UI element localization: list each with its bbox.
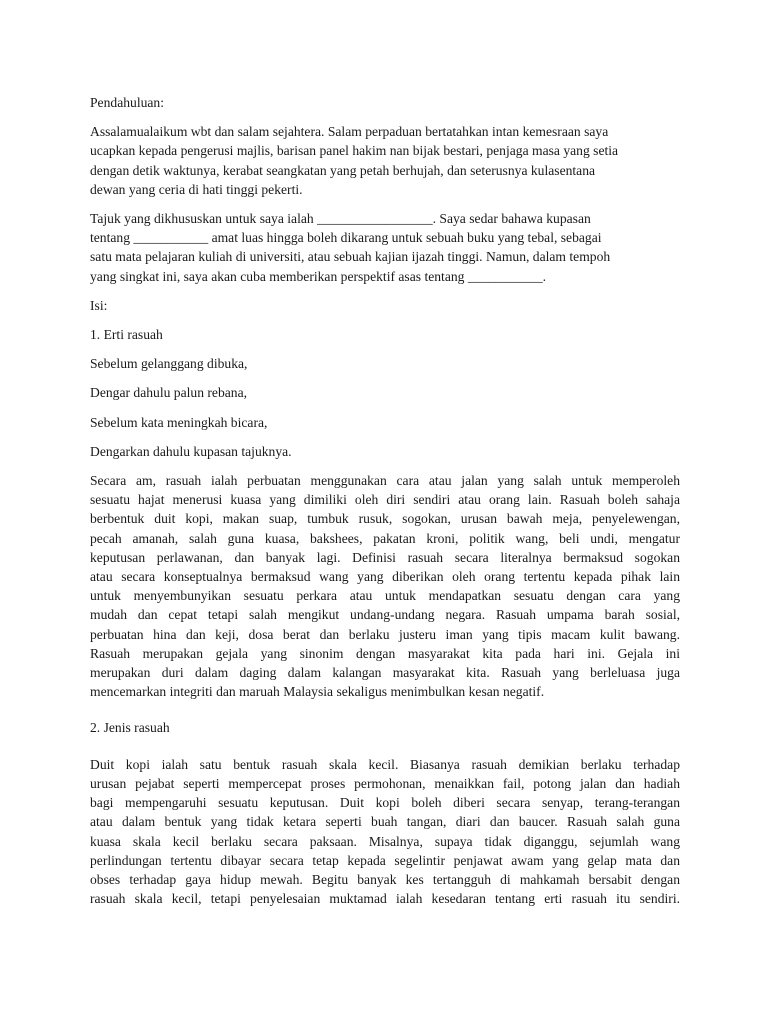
- text-line: Tajuk yang dikhususkan untuk saya ialah _________________. Saya sedar bahawa kupasan: [90, 211, 591, 227]
- text-line: perbuatan hina dan keji, dosa berat dan berlaku justeru iman yang tipis macam kulit bawang.: [90, 626, 680, 642]
- verse-line: Dengarkan dahulu kupasan tajuknya.: [90, 443, 292, 459]
- verse-line: Sebelum kata meningkah bicara,: [90, 414, 268, 430]
- text-line: Duit kopi ialah satu bentuk rasuah skala kecil. Biasanya rasuah demikian berlaku terhadap: [90, 756, 680, 772]
- text-line: kuasa skala kecil berlaku secara paksaan. Misalnya, supaya tidak diganggu, sejumlah wang: [90, 833, 680, 849]
- text-line: Rasuah merupakan gejala yang sinonim dengan masyarakat kita pada hari ini. Gejala ini: [90, 645, 680, 661]
- heading-isi: Isi:: [90, 297, 108, 313]
- text-line: untuk menyembunyikan sesuatu perkara atau untuk mendapatkan sesuatu dengan cara yang: [90, 588, 680, 604]
- section-2-body: [90, 755, 680, 909]
- text-line: perlindungan tertentu dibayar secara tetap kepada segelintir penjawat awam yang gelap mata dan: [90, 852, 680, 868]
- section-1-title: 1. Erti rasuah: [90, 327, 163, 343]
- text-line: Secara am, rasuah ialah perbuatan menggunakan cara atau jalan yang salah untuk memperoleh: [90, 473, 680, 489]
- section-1-body: [90, 471, 680, 701]
- text-line: obses terhadap gaya hidup mewah. Begitu banyak kes tertangguh di mahkamah bersabit dengan: [90, 871, 680, 887]
- text-line: dewan yang ceria di hati tinggi pekerti.: [90, 181, 303, 197]
- text-line: keputusan perlawanan, dan banyak lagi. Definisi rasuah secara literalnya bermaksud sogokan: [90, 549, 680, 565]
- text-line: satu mata pelajaran kuliah di universiti, atau sebuah kajian ijazah tinggi. Namun, dalam tempoh: [90, 249, 611, 265]
- text-line: rasuah skala kecil, tetapi penyelesaian muktamad ialah kesedaran tentang erti rasuah itu sendiri.: [90, 891, 680, 907]
- text-line: dengan detik waktunya, kerabat seangkatan yang petah berhujah, dan seterusnya kulasentana: [90, 162, 596, 178]
- intro-paragraph-2: [90, 209, 680, 286]
- text-line: sesuatu hajat menerusi kuasa yang dimiliki oleh diri sendiri atau orang lain. Rasuah boleh sahaja: [90, 492, 680, 508]
- text-line: pecah amanah, salah guna kuasa, bakshees, pakatan kroni, politik wang, beli undi, mengatur: [90, 530, 680, 546]
- verse-line: Sebelum gelanggang dibuka,: [90, 356, 248, 372]
- document-page: [90, 93, 680, 918]
- text-line: Assalamualaikum wbt dan salam sejahtera. Salam perpaduan bertatahkan intan kemesraan saya: [90, 124, 609, 140]
- text-line: mencemarkan integriti dan maruah Malaysia sekaligus menimbulkan kesan negatif.: [90, 684, 545, 700]
- text-line: bagi mempengaruhi sesuatu keputusan. Duit kopi boleh diberi secara senyap, terang-terangan: [90, 795, 680, 811]
- section-2-title: 2. Jenis rasuah: [90, 720, 170, 736]
- text-line: mudah dan cepat tetapi salah mengikut undang-undang negara. Rasuah umpama barah sosial,: [90, 607, 680, 623]
- intro-paragraph-1: [90, 122, 680, 199]
- text-line: urusan pejabat seperti mempercepat proses permohonan, menaikkan fail, potong jalan dan hadiah: [90, 775, 680, 791]
- heading-intro: Pendahuluan:: [90, 95, 164, 110]
- text-line: berbentuk duit kopi, makan suap, tumbuk rusuk, sogokan, urusan bawah meja, penyelewengan,: [90, 511, 680, 527]
- text-line: atau secara konseptualnya bermaksud wang yang diberikan oleh orang tertentu kepada pihak lain: [90, 569, 680, 585]
- verse-line: Dengar dahulu palun rebana,: [90, 385, 248, 401]
- text-line: ucapkan kepada pengerusi majlis, barisan panel hakim nan bijak bestari, penjaga masa yang setia: [90, 143, 619, 159]
- text-line: yang singkat ini, saya akan cuba memberikan perspektif asas tentang ___________.: [90, 268, 547, 284]
- text-line: atau dalam bentuk yang tidak ketara seperti buah tangan, diari dan baucer. Rasuah salah guna: [90, 814, 680, 830]
- text-line: merupakan duri dalam daging dalam kalangan masyarakat kita. Rasuah yang berleluasa juga: [90, 665, 680, 681]
- text-line: tentang ___________ amat luas hingga boleh dikarang untuk sebuah buku yang tebal, sebagai: [90, 230, 602, 246]
